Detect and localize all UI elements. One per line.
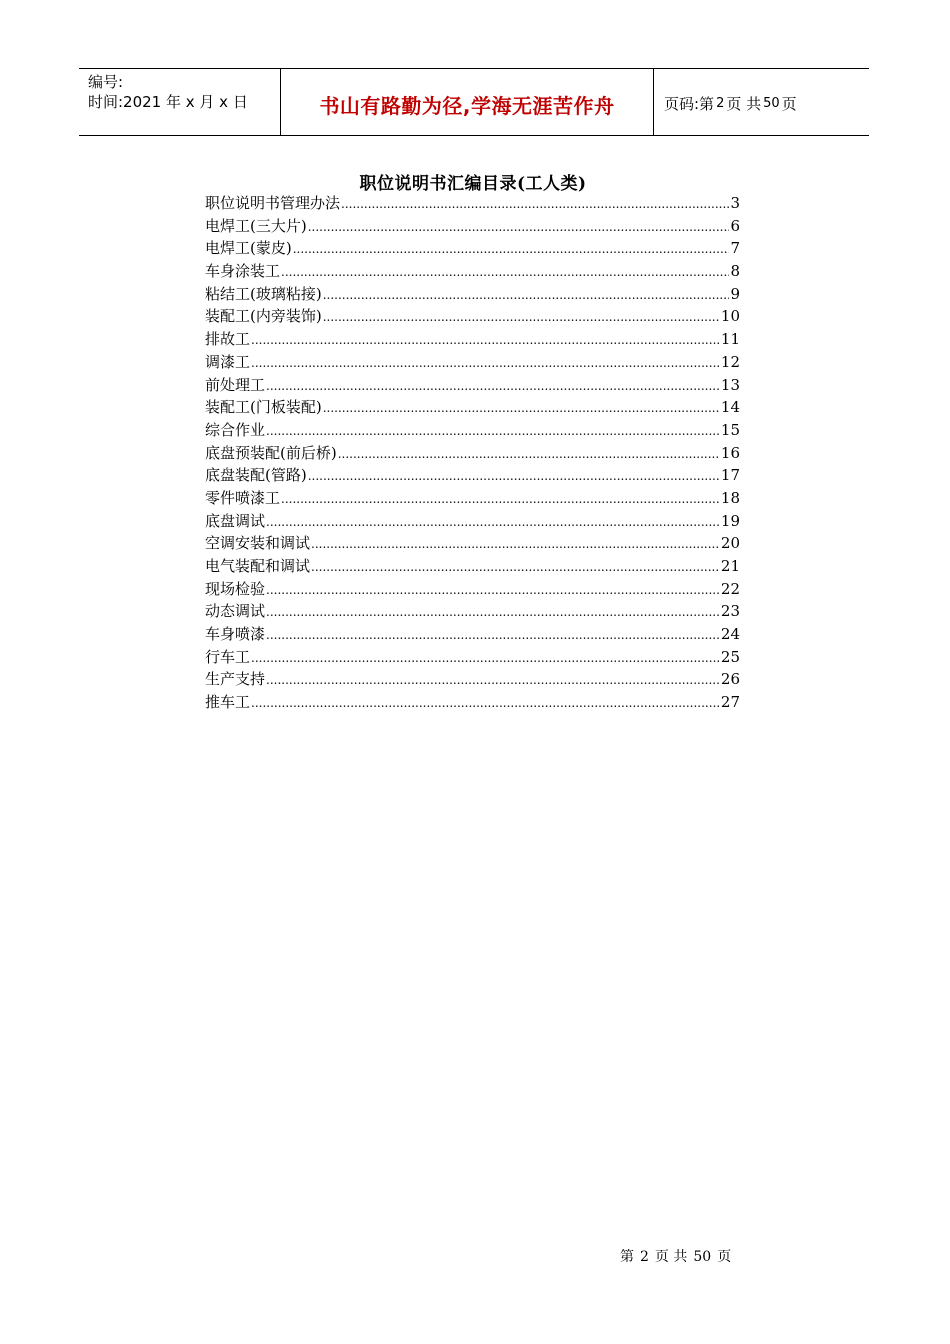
toc-entry[interactable] xyxy=(205,351,740,374)
toc-entry-leader xyxy=(311,556,720,579)
footer-prefix: 第 xyxy=(620,1249,634,1265)
toc-entry-leader xyxy=(308,465,720,488)
toc-entry-leader xyxy=(266,579,720,602)
toc-entry-page: 24 xyxy=(720,625,740,644)
toc-entry[interactable] xyxy=(205,419,740,442)
toc-entry-page: 23 xyxy=(720,602,740,621)
toc-list xyxy=(205,192,740,714)
page-label-prefix: 页码:第 xyxy=(664,94,715,113)
toc-entry-page: 9 xyxy=(730,284,740,303)
header-motto-cell xyxy=(281,69,654,135)
toc-entry-leader xyxy=(251,692,720,715)
page-label-mid: 页 共 xyxy=(726,94,762,113)
toc-entry-page: 7 xyxy=(730,239,740,258)
toc-entry[interactable] xyxy=(205,305,740,328)
header-meta xyxy=(79,69,281,135)
toc-entry-page: 6 xyxy=(730,216,740,235)
toc-entry[interactable] xyxy=(205,260,740,283)
toc-entry-name: 装配工(门板装配) xyxy=(205,398,322,417)
toc-entry[interactable] xyxy=(205,668,740,691)
toc-entry-leader xyxy=(341,193,729,216)
toc-entry[interactable] xyxy=(205,691,740,714)
document-number-label: 编号: xyxy=(88,73,124,91)
toc-entry-page: 19 xyxy=(720,511,740,530)
toc-entry-name: 调漆工 xyxy=(205,352,251,371)
toc-entry-leader xyxy=(266,669,720,692)
header-page-info xyxy=(654,69,869,135)
toc-entry-page: 16 xyxy=(720,443,740,462)
page-total: 50 xyxy=(763,95,780,111)
toc-entry-page: 26 xyxy=(720,670,740,689)
toc-entry-page: 20 xyxy=(720,534,740,553)
toc-entry-name: 底盘装配(管路) xyxy=(205,466,307,485)
toc-entry-page: 11 xyxy=(720,330,740,349)
toc-entry[interactable] xyxy=(205,532,740,555)
toc-entry-page: 12 xyxy=(720,352,740,371)
toc-entry-name: 职位说明书管理办法 xyxy=(205,194,341,212)
toc-entry-leader xyxy=(266,511,720,534)
toc-entry[interactable] xyxy=(205,442,740,465)
toc-entry-leader xyxy=(266,420,720,443)
toc-entry-name: 车身喷漆 xyxy=(205,625,266,644)
toc-entry[interactable] xyxy=(205,510,740,533)
toc-entry-page: 13 xyxy=(720,375,740,394)
toc-entry[interactable] xyxy=(205,237,740,260)
toc-entry-page: 22 xyxy=(720,579,740,598)
toc-entry-name: 电焊工(蒙皮) xyxy=(205,239,292,258)
toc-entry-leader xyxy=(338,443,720,466)
toc-entry-name: 粘结工(玻璃粘接) xyxy=(205,284,322,303)
toc-entry-page: 17 xyxy=(720,466,740,485)
toc-entry-page: 25 xyxy=(720,647,740,666)
toc-entry-leader xyxy=(281,261,729,284)
toc-entry-page: 3 xyxy=(730,194,740,212)
document-time-label: 时间:2021 年 x 月 x 日 xyxy=(88,93,248,111)
toc-entry-leader xyxy=(251,329,720,352)
page-current: 2 xyxy=(716,95,725,111)
toc-entry-leader xyxy=(251,647,720,670)
toc-entry[interactable] xyxy=(205,464,740,487)
header-motto: 书山有路勤为径,学海无涯苦作舟 xyxy=(319,93,615,118)
toc-entry-leader xyxy=(251,352,720,375)
toc-entry-leader xyxy=(308,216,730,239)
footer-suffix: 页 xyxy=(717,1249,732,1265)
toc-entry-leader xyxy=(281,488,720,511)
toc-entry-page: 18 xyxy=(720,488,740,507)
toc-entry-page: 10 xyxy=(720,307,740,326)
page-header xyxy=(79,68,869,136)
toc-entry-name: 现场检验 xyxy=(205,579,266,598)
toc-entry-name: 前处理工 xyxy=(205,375,266,394)
toc-entry-leader xyxy=(311,533,720,556)
toc-entry-name: 车身涂装工 xyxy=(205,262,281,281)
toc-entry[interactable] xyxy=(205,487,740,510)
toc-entry-name: 电气装配和调试 xyxy=(205,557,311,575)
toc-entry[interactable] xyxy=(205,328,740,351)
page-footer xyxy=(620,1246,737,1266)
toc-entry-leader xyxy=(323,284,730,307)
footer-page-current: 2 xyxy=(640,1249,649,1265)
toc-entry-leader xyxy=(323,306,720,329)
footer-mid: 页 共 xyxy=(654,1249,688,1265)
toc-entry-name: 底盘预装配(前后桥) xyxy=(205,443,337,462)
toc-entry-leader xyxy=(266,601,720,624)
toc-entry-leader xyxy=(323,397,720,420)
toc-entry-name: 零件喷漆工 xyxy=(205,488,281,507)
toc-entry-name: 排故工 xyxy=(205,330,251,349)
toc-entry-page: 21 xyxy=(720,557,740,575)
toc-entry-name: 底盘调试 xyxy=(205,511,266,530)
toc-entry-name: 行车工 xyxy=(205,647,251,666)
toc-entry[interactable] xyxy=(205,578,740,601)
toc-entry-name: 推车工 xyxy=(205,693,251,712)
toc-entry[interactable] xyxy=(205,192,740,215)
toc-entry[interactable] xyxy=(205,600,740,623)
toc-entry-leader xyxy=(266,624,720,647)
toc-entry-name: 电焊工(三大片) xyxy=(205,216,307,235)
footer-page-total: 50 xyxy=(693,1249,712,1265)
toc-entry[interactable] xyxy=(205,215,740,238)
toc-entry[interactable] xyxy=(205,623,740,646)
toc-entry-name: 装配工(内旁装饰) xyxy=(205,307,322,326)
toc-entry-name: 空调安装和调试 xyxy=(205,534,311,553)
toc-entry[interactable] xyxy=(205,396,740,419)
toc-entry-page: 15 xyxy=(720,420,740,439)
page-label-suffix: 页 xyxy=(781,94,797,113)
toc-entry-name: 综合作业 xyxy=(205,420,266,439)
toc-entry-name: 生产支持 xyxy=(205,670,266,689)
toc-entry[interactable] xyxy=(205,374,740,397)
toc-entry[interactable] xyxy=(205,555,740,578)
toc-entry-name: 动态调试 xyxy=(205,602,266,621)
toc-entry-page: 14 xyxy=(720,398,740,417)
toc-entry[interactable] xyxy=(205,646,740,669)
toc-entry-leader xyxy=(266,375,720,398)
toc-entry-page: 27 xyxy=(720,693,740,712)
toc-entry-page: 8 xyxy=(730,262,740,281)
toc-title: 职位说明书汇编目录(工人类) xyxy=(359,174,587,194)
toc-entry[interactable] xyxy=(205,283,740,306)
toc-entry-leader xyxy=(293,238,730,261)
